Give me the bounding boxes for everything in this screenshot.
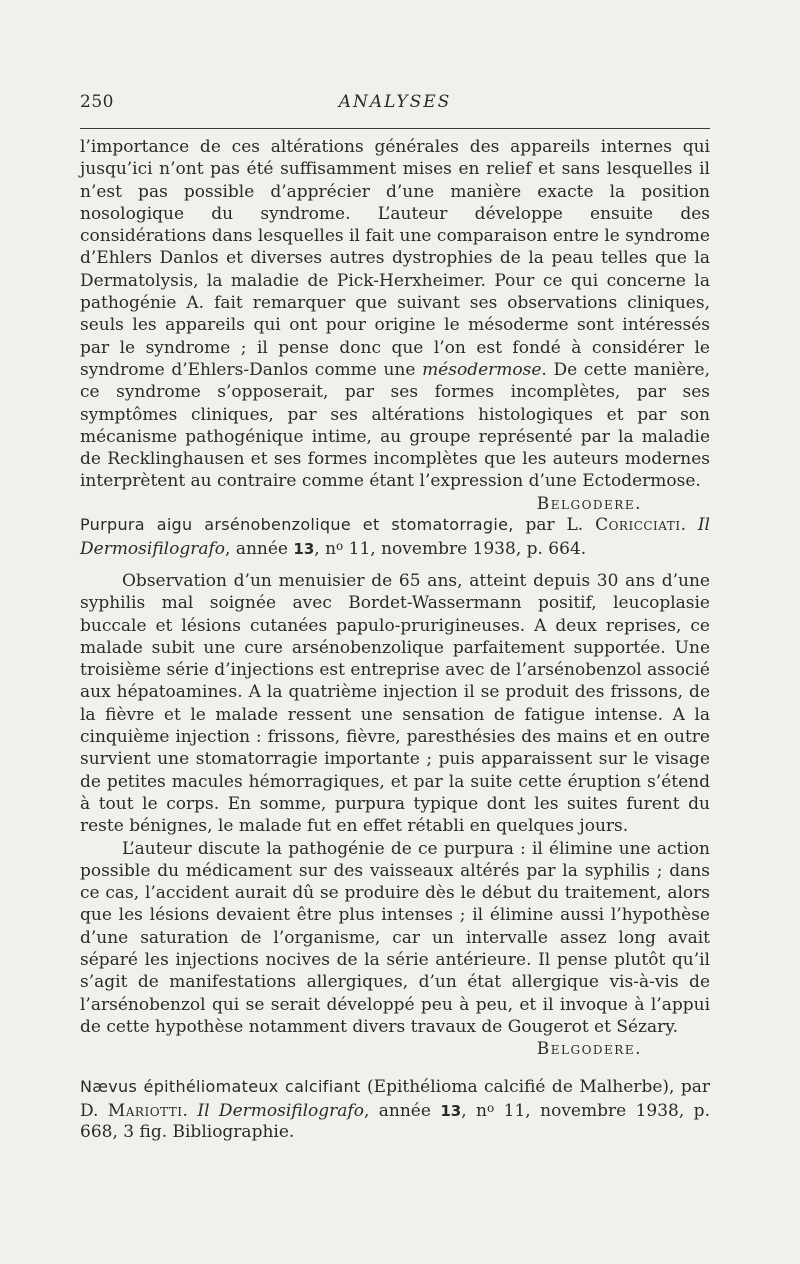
article-2-year-num: 13 bbox=[293, 540, 315, 558]
article-2-body bbox=[80, 570, 710, 1061]
article-3-author: Mariotti bbox=[107, 1101, 183, 1121]
signature: Belgodere. bbox=[536, 1039, 642, 1060]
running-head: ANALYSES bbox=[338, 92, 452, 112]
article-2-heading: Purpura aigu arsénobenzolique et stomatorragie, par L. Coricciati. Il Dermosifilografo, année 13, $n^o$ 11, novembre 1938, p. 664. bbox=[80, 515, 710, 559]
signature: Belgodere. bbox=[536, 493, 642, 514]
article-2-journal: Il Dermosifilografo bbox=[80, 515, 710, 559]
article-1-paragraph: l’importance de ces altérations générales des appareils internes qui jusqu’ici n’ont pas été suffisamment mises en relief et sans lesquelles il n’est pas possible d’apprécier d’une manière exacte la position nosologique du syndrome. L’auteur développe ensuite des considérations dans lesquelles il fait une comparaison entre le syndrome d’Ehlers Danlos et diverses autres dystrophies de la peau telles que la Dermatolysis, la maladie de Pick-Herxheimer. Pour ce qui concerne la pathogénie A. fait remarquer que suivant ses observations cliniques, seuls les appareils qui ont pour origine le mésoderme sont intéressés par le syndrome ; il pense donc que l’on est fondé à considérer le syndrome d’Ehlers-Danlos comme une mésodermose. De cette manière, ce syndrome s’opposerait, par ses formes incomplètes, par ses symptômes cliniques, par ses altérations histologiques et par son mécanisme pathogénique intime, au groupe représenté par la maladie de Recklinghausen et ses formes incomplètes que les auteurs modernes interprètent au contraire comme étant l’expression d’une Ectodermose. Belgodere. bbox=[80, 137, 710, 514]
article-3-journal: Il Dermosifilografo bbox=[197, 1101, 364, 1121]
article-3-heading: Nævus épithéliomateux calcifiant (Epithélioma calcifié de Malherbe), par D. Mariotti. Il Dermosifilografo, année 13, $n^o$ 11, novembre 1938, p. 668, 3 fig. Bibliographie. bbox=[80, 1077, 711, 1142]
page-header bbox=[80, 88, 710, 118]
article-3-title: Nævus épithéliomateux calcifiant bbox=[80, 1077, 361, 1096]
header-rule bbox=[80, 128, 710, 129]
article-2-title: Purpura aigu arsénobenzolique et stomatorragie, bbox=[80, 515, 514, 534]
article-1-continuation bbox=[80, 136, 710, 515]
article-2-author: Coricciati bbox=[595, 515, 681, 535]
article-2-paragraph-1: Observation d’un menuisier de 65 ans, atteint depuis 30 ans d’une syphilis mal soignée avec Bordet-Wassermann positif, leucoplasie buccale et lésions cutanées papulo-prurigineuses. A deux reprises, ce malade subit une cure arsénobenzolique parfaitement supportée. Une troisième série d’injections est entreprise avec de l’arsénobenzol associé aux hépatoamines. A la quatrième injection il se produit des frissons, de la fièvre et le malade ressent une sensation de fatigue intense. A la cinquième injection : frissons, fièvre, paresthésies des mains et en outre survient une stomatorragie importante ; puis apparaissent sur le visage de petites macules hémorragiques, et par la suite cette éruption s’étend à tout le corps. En somme, purpura typique dont les suites furent du reste bénignes, le malade fut en effet rétabli en quelques jours. bbox=[80, 571, 710, 837]
article-3-year-num: 13 bbox=[440, 1102, 462, 1120]
page-number: 250 bbox=[80, 92, 114, 112]
italic-term: mésodermose bbox=[422, 359, 542, 380]
article-2-paragraph-2: L’auteur discute la pathogénie de ce purpura : il élimine une action possible du médicament sur des vaisseaux altérés par la syphilis ; dans ce cas, l’accident aurait dû se produire dès le début du traitement, alors que les lésions devaient être plus intenses ; il élimine aussi l’hypothèse d’une saturation de l’organisme, car un intervalle assez long avait séparé les injections nocives de la série antérieure. Il pense plutôt qu’il s’agit de manifestations allergiques, d’un état allergique vis-à-vis de l’arsénobenzol qui se serait développé peu à peu, et il invoque à l’appui de cette hypothèse notamment divers travaux de Gougerot et Sézary. bbox=[80, 838, 710, 1037]
